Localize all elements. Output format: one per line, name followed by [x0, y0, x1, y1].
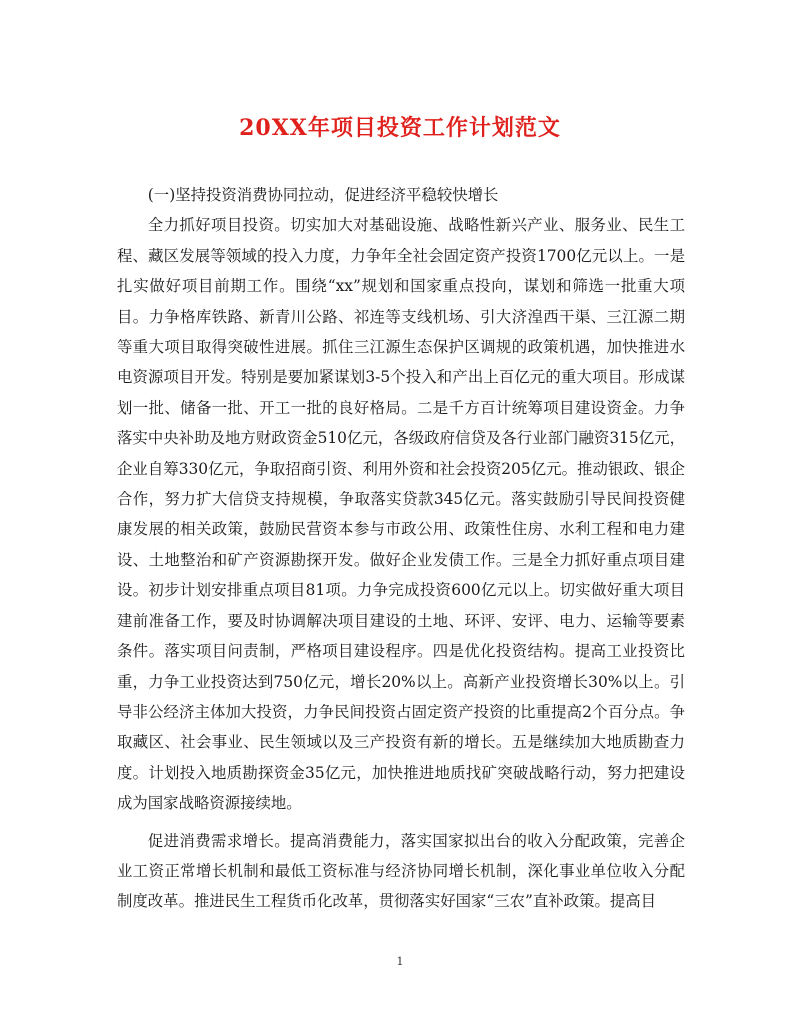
paragraph-consumption-demand: 促进消费需求增长。提高消费能力，落实国家拟出台的收入分配政策，完善企业工资正常增长机制和最低工资标准与经济协同增长机制，深化事业单位收入分配制度改革。推进民生工程货币化改革，贯彻落实好国家“三农”直补政策。提高目 [117, 831, 685, 911]
section-heading: (一)坚持投资消费协同拉动，促进经济平稳较快增长 [147, 186, 499, 204]
document-body [117, 180, 685, 917]
page-number: 1 [396, 955, 404, 968]
document-title: 20XX年项目投资工作计划范文 [239, 115, 561, 141]
paragraph-project-investment: 全力抓好项目投资。切实加大对基础设施、战略性新兴产业、服务业、民生工程、藏区发展等领域的投入力度，力争年全社会固定资产投资1700亿元以上。一是扎实做好项目前期工作。围绕“xx”规划和国家重点投向，谋划和筛选一批重大项目。力争格库铁路、新青川公路、祁连等支线机场、引大济湟西干渠、三江源二期等重大项目取得突破性进展。抓住三江源生态保护区调规的政策机遇，加快推进水电资源项目开发。特别是要加紧谋划3-5个投入和产出上百亿元的重大项目。形成谋划一批、储备一批、开工一批的良好格局。二是千方百计统筹项目建设资金。力争落实中央补助及地方财政资金510亿元，各级政府信贷及各行业部门融资315亿元，企业自筹330亿元，争取招商引资、利用外资和社会投资205亿元。推动银政、银企合作，努力扩大信贷支持规模，争取落实贷款345亿元。落实鼓励引导民间投资健康发展的相关政策，鼓励民营资本参与市政公用、政策性住房、水利工程和电力建设、土地整治和矿产资源勘探开发。做好企业发债工作。三是全力抓好重点项目建设。初步计划安排重点项目81项。力争完成投资600亿元以上。切实做好重大项目建前准备工作，要及时协调解决项目建设的土地、环评、安评、电力、运输等要素条件。落实项目问责制，严格项目建设程序。四是优化投资结构。提高工业投资比重，力争工业投资达到750亿元，增长20%以上。高新产业投资增长30%以上。引导非公经济主体加大投资，力争民间投资占固定资产投资的比重提高2个百分点。争取藏区、社会事业、民生领域以及三产投资有新的增长。五是继续加大地质勘查力度。计划投入地质勘探资金35亿元，加快推进地质找矿突破战略行动，努力把建设成为国家战略资源接续地。 [117, 216, 685, 813]
